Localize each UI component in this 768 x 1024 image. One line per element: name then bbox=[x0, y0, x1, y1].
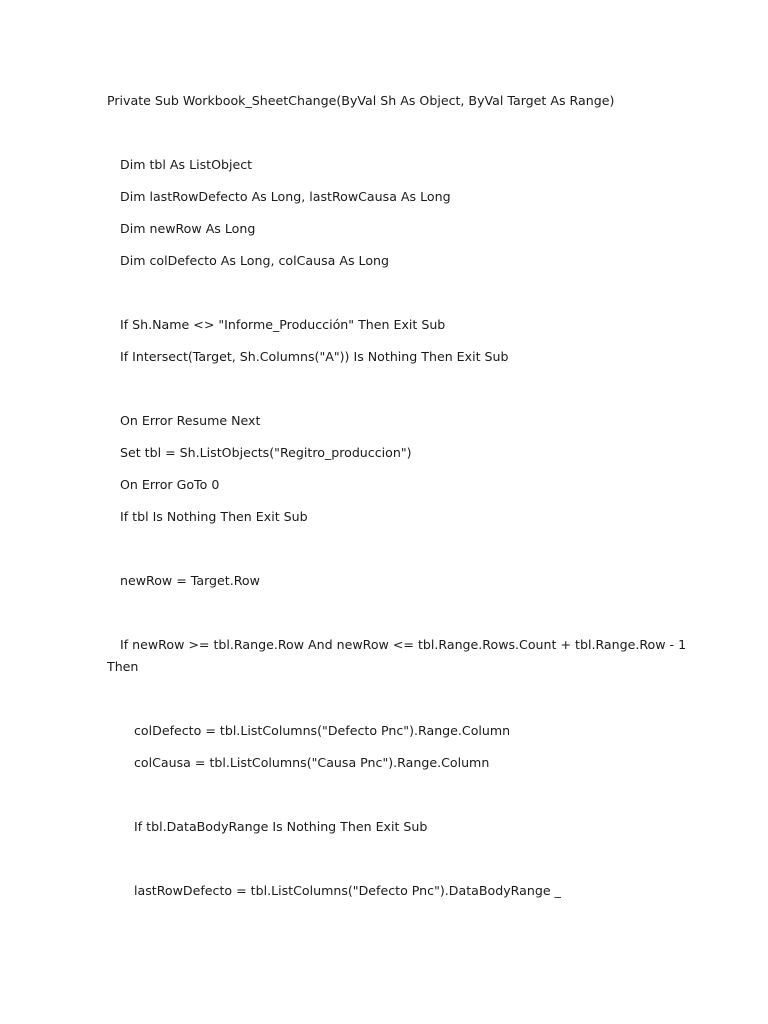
code-line: colCausa = tbl.ListColumns("Causa Pnc").Range.Column bbox=[134, 755, 490, 770]
code-line: Dim lastRowDefecto As Long, lastRowCausa As Long bbox=[120, 189, 451, 204]
code-line: colDefecto = tbl.ListColumns("Defecto Pnc").Range.Column bbox=[134, 723, 511, 738]
code-line: If Sh.Name <> "Informe_Producción" Then Exit Sub bbox=[120, 317, 446, 332]
code-line: lastRowDefecto = tbl.ListColumns("Defecto Pnc").DataBodyRange _ bbox=[134, 883, 561, 898]
code-line: newRow = Target.Row bbox=[120, 573, 260, 588]
code-line: If newRow >= tbl.Range.Row And newRow <= tbl.Range.Rows.Count + tbl.Range.Row - 1 bbox=[120, 637, 687, 652]
code-line: If tbl.DataBodyRange Is Nothing Then Exit Sub bbox=[134, 819, 428, 834]
code-line: Dim newRow As Long bbox=[120, 221, 256, 236]
code-line: Dim colDefecto As Long, colCausa As Long bbox=[120, 253, 390, 268]
code-line: Set tbl = Sh.ListObjects("Regitro_produccion") bbox=[120, 445, 412, 460]
code-line: If Intersect(Target, Sh.Columns("A")) Is Nothing Then Exit Sub bbox=[120, 349, 509, 364]
code-line: On Error Resume Next bbox=[120, 413, 261, 428]
code-line: Dim tbl As ListObject bbox=[120, 157, 253, 172]
code-line: On Error GoTo 0 bbox=[120, 477, 220, 492]
code-line: Private Sub Workbook_SheetChange(ByVal Sh As Object, ByVal Target As Range) bbox=[107, 93, 615, 108]
code-line: If tbl Is Nothing Then Exit Sub bbox=[120, 509, 308, 524]
code-line: Then bbox=[107, 659, 139, 674]
